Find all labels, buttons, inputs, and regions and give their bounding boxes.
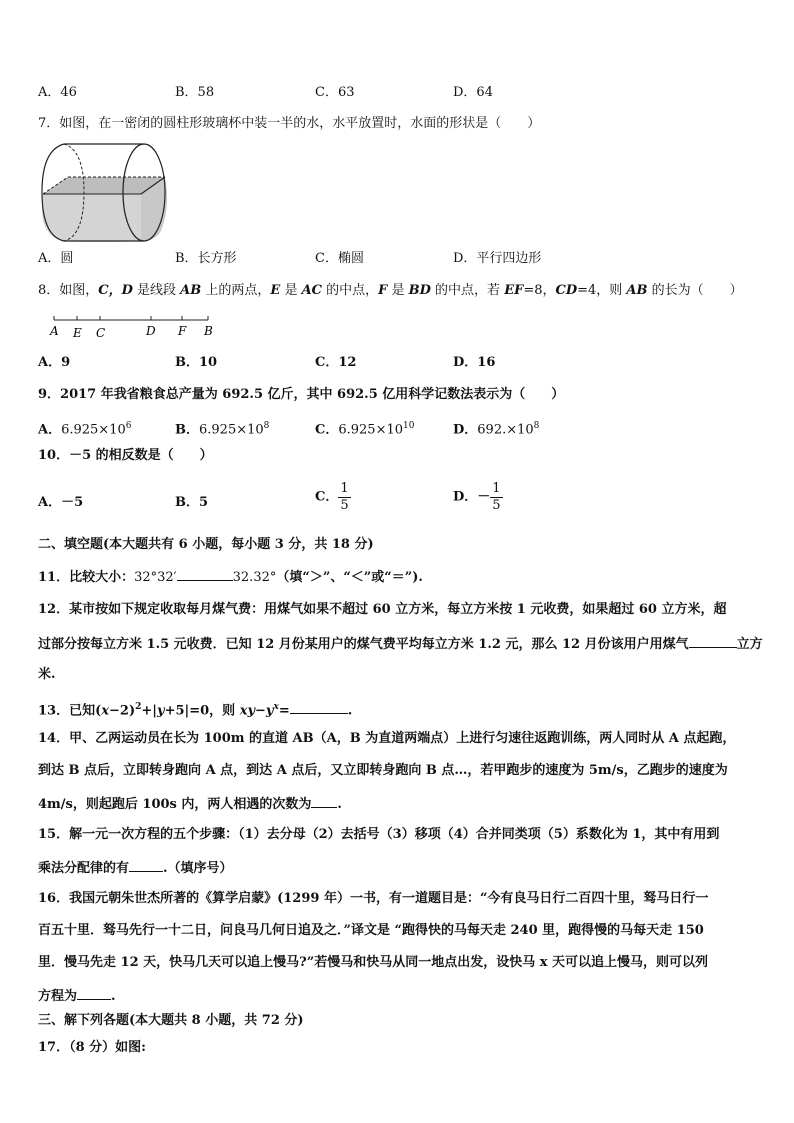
q16-line-1: 16．我国元朝朱世杰所著的《算学启蒙》(1299 年）一书，有一道题目是：“今有良马日行二百四十里，驽马日行一: [38, 891, 709, 906]
segment-label-a: A: [50, 324, 59, 338]
q12-line-1: 12．某市按如下规定收取每月煤气费：用煤气如果不超过 60 立方米，每立方米按 1 元收费，如果超过 60 立方米，超: [38, 602, 727, 617]
answer-blank[interactable]: [689, 635, 737, 648]
q8-option-d: D．16: [453, 355, 496, 370]
q8-stem: 8．如图，C，D 是线段 AB 上的两点，E 是 AC 的中点，F 是 BD 的中点，若 EF=8，CD=4，则 AB 的长为（ ）: [38, 283, 743, 298]
q16-line-2: 百五十里．驽马先行一十二日，问良马几何日追及之．”译文是 “跑得快的马每天走 240 里，跑得慢的马每天走 150: [38, 923, 704, 938]
q9-stem: 9．2017 年我省粮食总产量为 692.5 亿斤，其中 692.5 亿用科学记数法表示为（ ）: [38, 387, 565, 402]
fraction: $\frac{1}{5}$: [492, 481, 501, 513]
cylinder-figure: [38, 138, 178, 246]
q13: 13．已知$(x-2)^2+|y+5|=0$，则 $xy-y^x=$ .: [38, 702, 353, 719]
q9-option-c: C．$6.925\times 10^{10}$: [315, 421, 415, 438]
q12-line-2: 过部分按每立方米 1.5 元收费．已知 12 月份某用户的煤气费平均每立方米 1.2 元，那么 12 月份该用户用煤气 立方: [38, 637, 763, 652]
q16-line-4: 方程为 .: [38, 989, 116, 1004]
q7-option-c: C．椭圆: [315, 251, 364, 266]
q10-option-d: D．－ $\frac{1}{5}$: [453, 481, 501, 513]
q9-option-d: D．$692.\times 10^8$: [453, 421, 540, 438]
q14-line-2: 到达 B 点后，立即转身跑向 A 点，到达 A 点后，又立即转身跑向 B 点…，若甲跑步的速度为 5m/s，乙跑步的速度为: [38, 763, 728, 778]
answer-blank[interactable]: [290, 701, 348, 714]
segment-label-e: E: [73, 326, 82, 340]
q14-line-1: 14．甲、乙两运动员在长为 100m 的直道 AB（A，B 为直道两端点）上进行匀速往返跑训练，两人同时从 A 点起跑，: [38, 731, 736, 746]
q8-option-a: A．9: [38, 355, 71, 370]
q10-option-a: A．－5: [38, 495, 84, 510]
q8-option-c: C．12: [315, 355, 357, 370]
q15-line-1: 15．解一元一次方程的五个步骤：（1）去分母（2）去括号（3）移项（4）合并同类项（5）系数化为 1，其中有用到: [38, 827, 720, 842]
segment-label-b: B: [204, 324, 213, 338]
q6-option-c: C．63: [315, 85, 355, 100]
q17: 17．（8 分）如图:: [38, 1040, 146, 1055]
segment-figure: [44, 312, 224, 342]
answer-blank[interactable]: [77, 987, 111, 1000]
section-3-heading: 三、解下列各题(本大题共 8 小题，共 72 分): [38, 1013, 304, 1028]
q7-option-d: D．平行四边形: [453, 251, 542, 266]
answer-blank[interactable]: [311, 795, 337, 808]
answer-blank[interactable]: [129, 859, 163, 872]
q11: 11．比较大小：32°32′ 32.32°（填“＞”、“＜”或“＝”).: [38, 570, 423, 585]
q10-stem: 10．－5 的相反数是（ ）: [38, 448, 213, 463]
q7-option-a: A．圆: [38, 251, 74, 266]
q10-option-b: B．5: [175, 495, 209, 510]
q10-option-c: C． $\frac{1}{5}$: [315, 481, 349, 513]
section-2-heading: 二、填空题(本大题共有 6 小题，每小题 3 分，共 18 分): [38, 537, 374, 552]
segment-label-d: D: [146, 324, 156, 338]
q14-line-3: 4m/s，则起跑后 100s 内，两人相遇的次数为 .: [38, 797, 342, 812]
answer-blank[interactable]: [177, 568, 233, 581]
q9-option-b: B．$6.925\times 10^8$: [175, 421, 270, 438]
q15-line-2: 乘法分配律的有 .（填序号）: [38, 861, 233, 876]
q8-option-b: B．10: [175, 355, 218, 370]
q12-line-3: 米.: [38, 667, 56, 682]
q7-option-b: B．长方形: [175, 251, 237, 266]
q6-option-b: B．58: [175, 85, 215, 100]
q16-line-3: 里．慢马先走 12 天，快马几天可以追上慢马?”若慢马和快马从同一地点出发，设快马 x 天可以追上慢马，则可以列: [38, 955, 709, 970]
segment-label-f: F: [178, 324, 187, 338]
fraction: $\frac{1}{5}$: [340, 481, 349, 513]
segment-label-c: C: [96, 326, 106, 340]
q6-option-a: A．46: [38, 85, 77, 100]
q7-stem: 7．如图，在一密闭的圆柱形玻璃杯中装一半的水，水平放置时，水面的形状是（ ）: [38, 116, 541, 131]
q6-option-d: D．64: [453, 85, 493, 100]
q9-option-a: A．$6.925\times 10^6$: [38, 421, 132, 438]
